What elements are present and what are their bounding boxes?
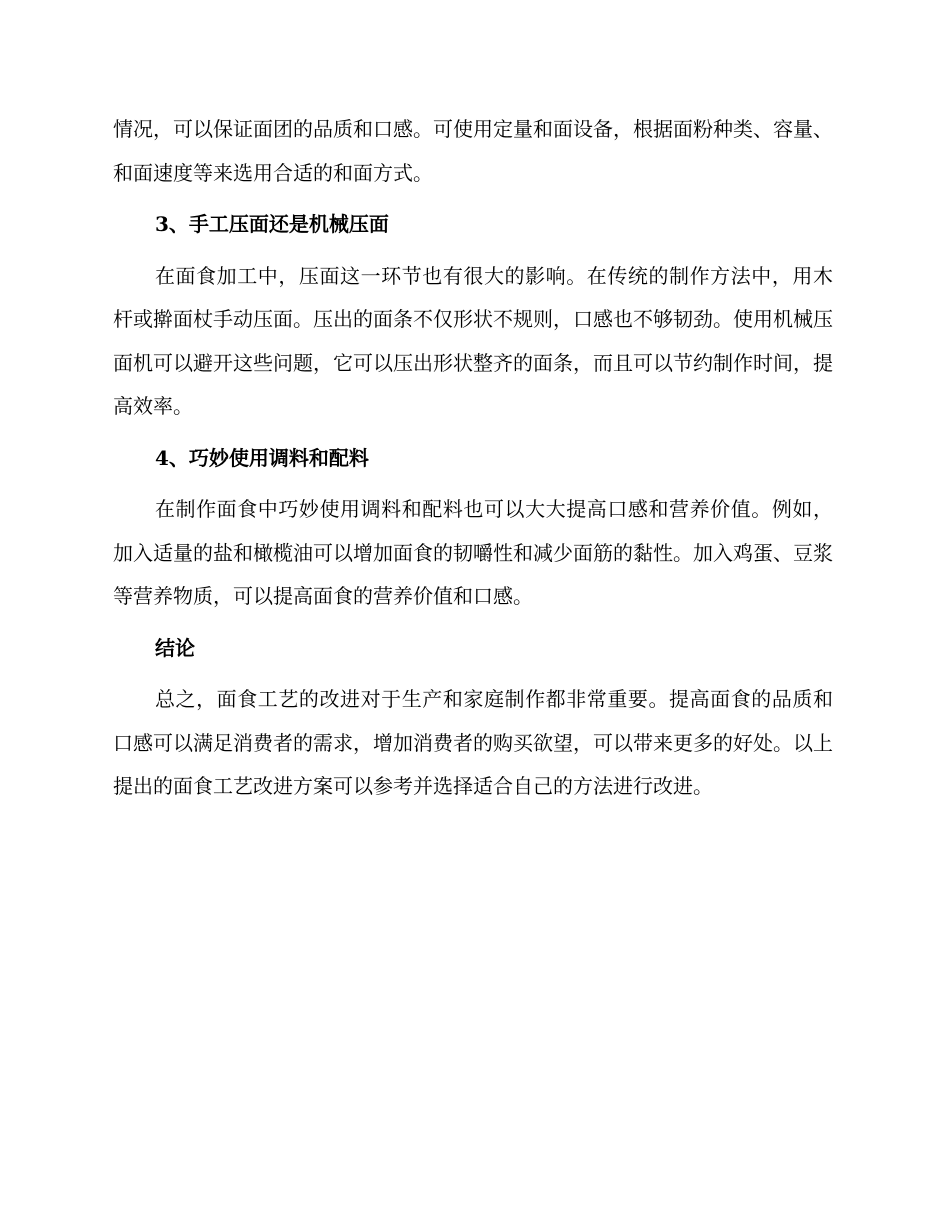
paragraph-continuation: 情况，可以保证面团的品质和口感。可使用定量和面设备，根据面粉种类、容量、和面速度等来选用合适的和面方式。: [113, 117, 833, 185]
document-body: [113, 108, 833, 809]
section-heading-conclusion: 结论: [155, 635, 195, 660]
section-heading-4: 4、巧妙使用调料和配料: [155, 445, 369, 470]
paragraph-seasoning: 在制作面食中巧妙使用调料和配料也可以大大提高口感和营养价值。例如，加入适量的盐和橄榄油可以增加面食的韧嚼性和减少面筋的黏性。加入鸡蛋、豆浆等营养物质，可以提高面食的营养价值和口感。: [113, 497, 833, 608]
paragraph-pressing: 在面食加工中，压面这一环节也有很大的影响。在传统的制作方法中，用木杆或擀面杖手动压面。压出的面条不仅形状不规则，口感也不够韧劲。使用机械压面机可以避开这些问题，它可以压出形状整齐的面条，而且可以节约制作时间，提高效率。: [113, 263, 833, 418]
paragraph-conclusion: 总之，面食工艺的改进对于生产和家庭制作都非常重要。提高面食的品质和口感可以满足消费者的需求，增加消费者的购买欲望，可以带来更多的好处。以上提出的面食工艺改进方案可以参考并选择适合自己的方法进行改进。: [113, 687, 833, 798]
section-heading-3: 3、手工压面还是机械压面: [155, 212, 389, 236]
